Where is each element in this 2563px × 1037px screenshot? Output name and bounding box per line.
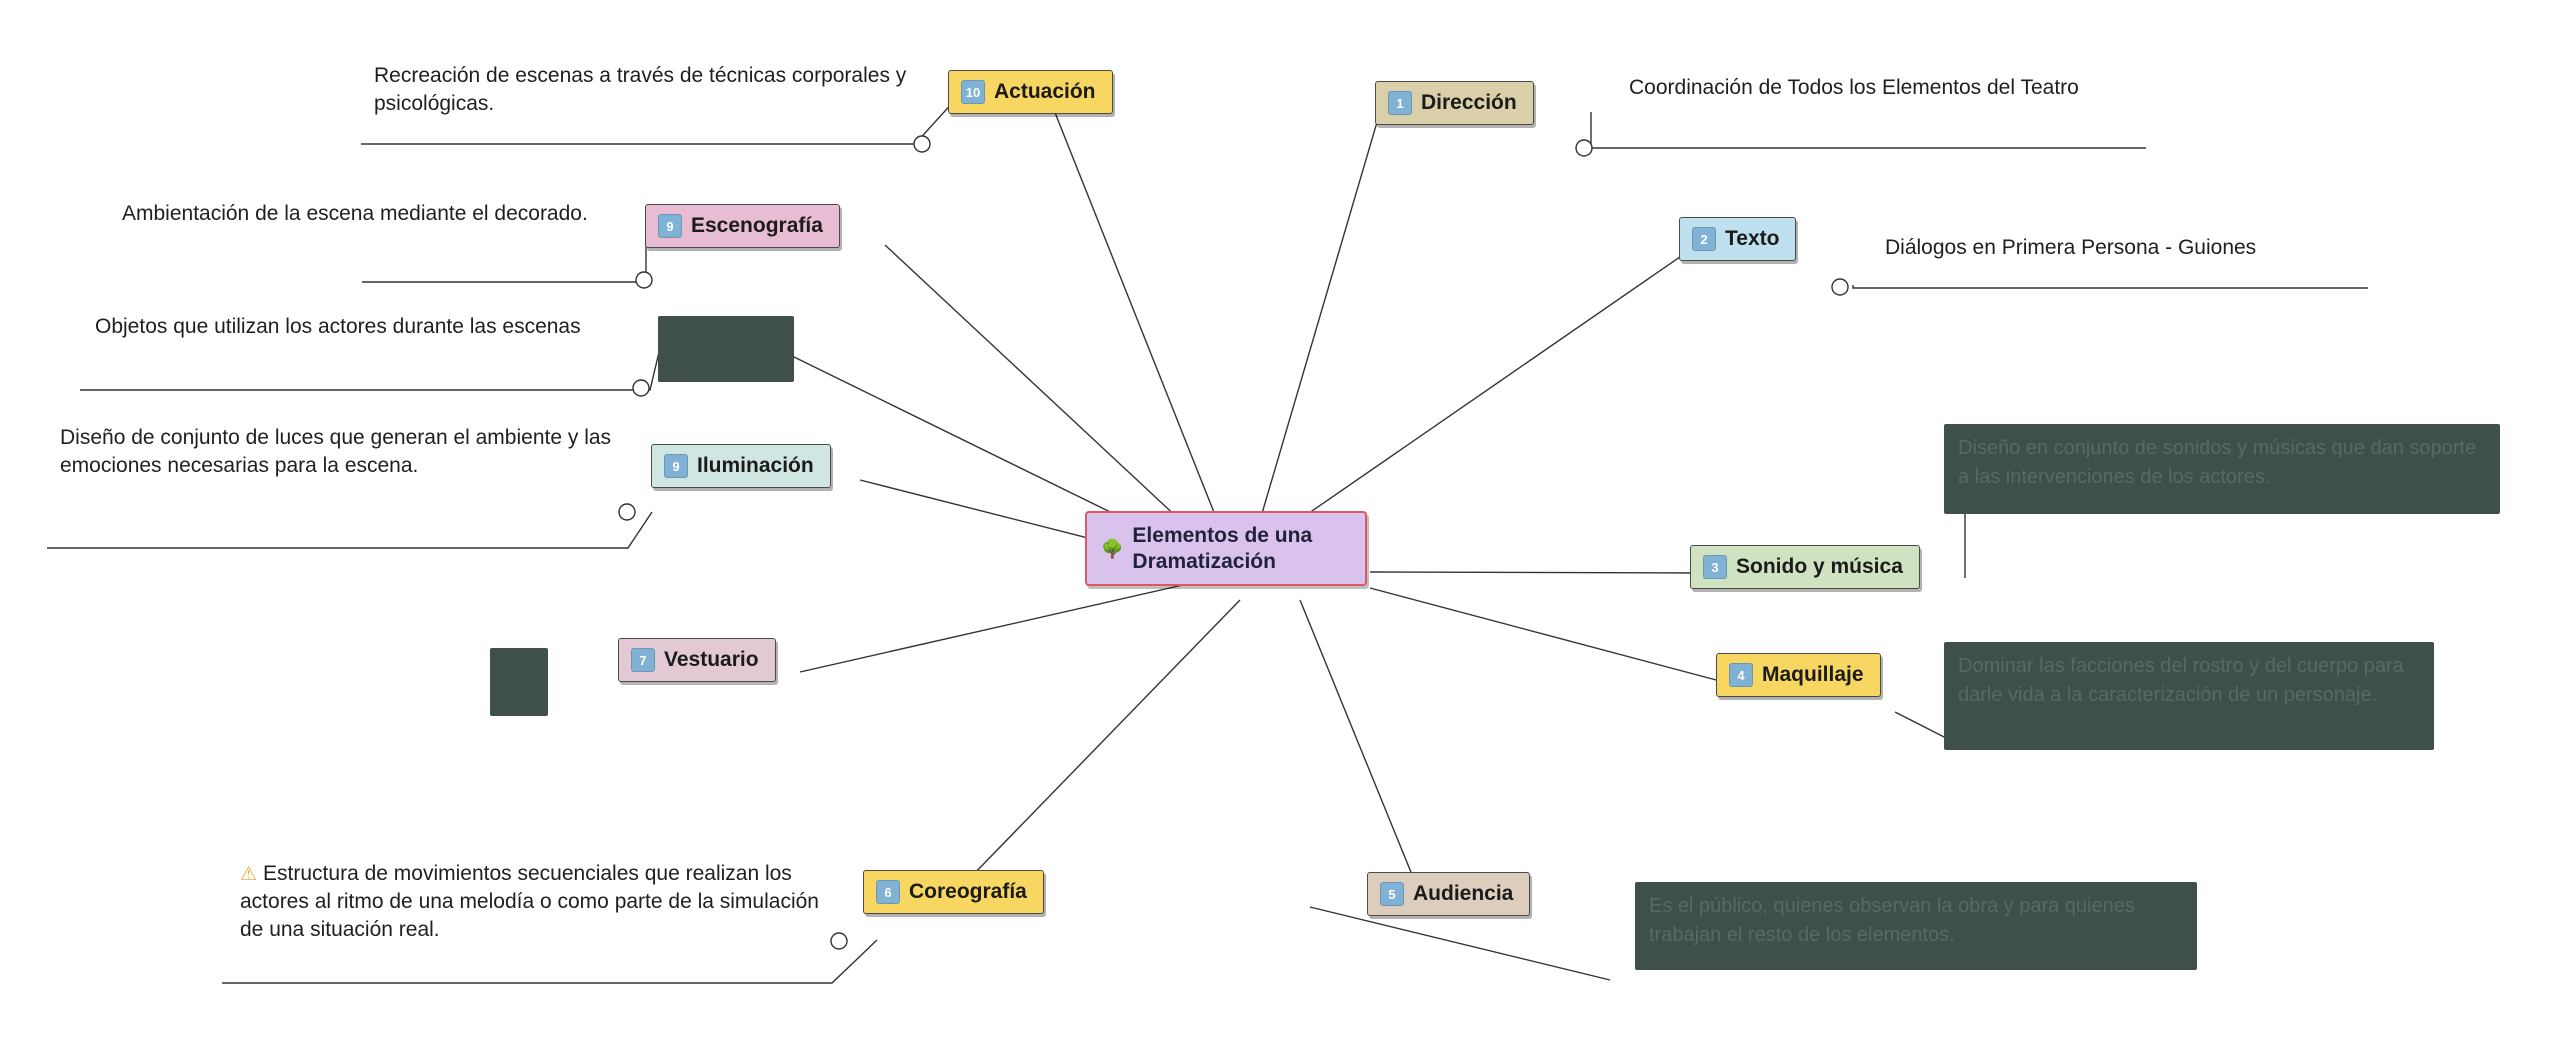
node-number-badge: 9 (658, 214, 682, 238)
edge-center-texto (1270, 250, 1690, 540)
leader-direccion (1591, 112, 2146, 148)
leader-dot-texto (1832, 279, 1848, 295)
edge-center-vestuario (800, 582, 1196, 672)
leader-dot-iluminacion (619, 504, 635, 520)
node-audiencia[interactable] (1367, 872, 1530, 916)
leader-maquillaje (1895, 712, 1950, 740)
node-escenografia[interactable] (645, 204, 840, 248)
note-audiencia: Es el público, quienes observan la obra y para quienes trabajan el resto de los elementos. (1635, 882, 2197, 970)
center-node[interactable] (1085, 511, 1367, 586)
note-maquillaje: Dominar las facciones del rostro y del cuerpo para darle vida a la caracterización de un personaje. (1944, 642, 2434, 750)
note-coreografia-text: Estructura de movimientos secuenciales que realizan los actores al ritmo de una melodía o como parte de la simulación de una situación real. (240, 861, 819, 941)
edge-center-direccion (1258, 112, 1380, 527)
leader-dot-coreografia (831, 933, 847, 949)
node-maquillaje[interactable] (1716, 653, 1881, 697)
node-label: Sonido y música (1736, 555, 1903, 578)
note-iluminacion: Diseño de conjunto de luces que generan el ambiente y las emociones necesarias para la escena. (60, 426, 612, 477)
node-number-badge: 3 (1703, 555, 1727, 579)
leader-iluminacion (47, 512, 652, 548)
note-texto: Diálogos en Primera Persona - Guiones (1885, 236, 2257, 259)
node-label: Coreografía (909, 880, 1027, 903)
note-sonido: Diseño en conjunto de sonidos y músicas que dan soporte a las intervenciones de los actores. (1944, 424, 2500, 514)
node-sonido-y-musica[interactable] (1690, 545, 1920, 589)
edge-center-audiencia (1300, 600, 1415, 882)
node-number-badge: 6 (876, 880, 900, 904)
node-number-badge: 5 (1380, 882, 1404, 906)
leader-coreografia (222, 940, 877, 983)
node-label: Escenografía (691, 214, 823, 237)
obscured-box-utileria (658, 316, 794, 382)
node-number-badge: 10 (961, 80, 985, 104)
node-number-badge: 1 (1388, 91, 1412, 115)
node-texto[interactable] (1679, 217, 1796, 261)
node-direccion[interactable] (1375, 81, 1534, 125)
note-escenografia: Ambientación de la escena mediante el decorado. (122, 202, 588, 225)
node-label: Texto (1725, 227, 1780, 250)
node-label: Audiencia (1413, 882, 1514, 905)
center-node-label: Elementos de una Dramatización (1132, 524, 1313, 573)
node-label: Actuación (994, 80, 1096, 103)
node-label: Maquillaje (1762, 663, 1864, 686)
note-coreografia (240, 832, 820, 944)
leader-audiencia (1310, 907, 1610, 980)
leader-dot-direccion (1576, 140, 1592, 156)
note-direccion: Coordinación de Todos los Elementos del Teatro (1629, 76, 2079, 99)
obscured-box-vestuario (490, 648, 548, 716)
node-label: Iluminación (697, 454, 814, 477)
note-actuacion: Recreación de escenas a través de técnicas corporales y psicológicas. (374, 64, 907, 115)
node-number-badge: 9 (664, 454, 688, 478)
node-coreografia[interactable] (863, 870, 1044, 914)
tree-icon: 🌳 (1101, 538, 1124, 559)
node-label: Vestuario (664, 648, 759, 671)
edge-center-escenografia (885, 245, 1210, 548)
leader-dot-utileria (633, 380, 649, 396)
node-number-badge: 2 (1692, 227, 1716, 251)
warning-icon: ⚠ (240, 863, 258, 885)
edge-center-coreografia (968, 600, 1240, 880)
node-actuacion[interactable] (948, 70, 1113, 114)
node-vestuario[interactable] (618, 638, 776, 682)
leader-escenografia (362, 237, 646, 282)
node-label: Dirección (1421, 91, 1517, 114)
edge-center-actuacion (1050, 100, 1225, 540)
note-utileria: Objetos que utilizan los actores durante las escenas (95, 315, 581, 338)
node-number-badge: 7 (631, 648, 655, 672)
edge-center-sonido (1370, 572, 1700, 573)
leader-dot-actuacion (914, 136, 930, 152)
node-number-badge: 4 (1729, 663, 1753, 687)
edge-center-maquillaje (1370, 588, 1735, 685)
leader-texto (1853, 285, 2368, 288)
leader-utileria (80, 348, 660, 390)
leader-dot-escenografia (636, 272, 652, 288)
node-iluminacion[interactable] (651, 444, 831, 488)
